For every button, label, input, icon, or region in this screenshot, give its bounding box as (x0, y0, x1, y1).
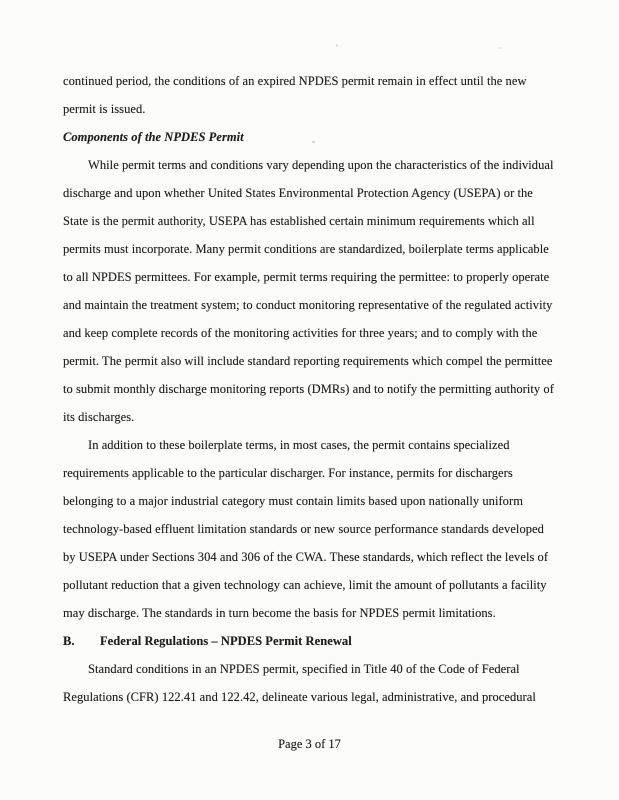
text-line: and maintain the treatment system; to conduct monitoring representative of the regulated activity (63, 298, 553, 312)
text-line: permit. The permit also will include standard reporting requirements which compel the permittee (63, 354, 553, 368)
heading-text: Federal Regulations – NPDES Permit Renewal (100, 634, 352, 648)
paragraph (63, 655, 557, 711)
text-line: Standard conditions in an NPDES permit, specified in Title 40 of the Code of Federal (88, 662, 520, 676)
text-line: requirements applicable to the particular discharger. For instance, permits for dischargers (63, 466, 513, 480)
text-line: and keep complete records of the monitoring activities for three years; and to comply with the (63, 326, 538, 340)
scan-speck (336, 44, 338, 47)
text-line: discharge and upon whether United States Environmental Protection Agency (USEPA) or the (63, 186, 533, 200)
text-line: State is the permit authority, USEPA has established certain minimum requirements which all (63, 214, 535, 228)
text-line: by USEPA under Sections 304 and 306 of the CWA. These standards, which reflect the levels of (63, 550, 549, 564)
text-line (63, 627, 557, 655)
document-content (63, 67, 557, 711)
paragraph (63, 151, 557, 431)
text-line: permits must incorporate. Many permit conditions are standardized, boilerplate terms applicable (63, 242, 549, 256)
text-line: Regulations (CFR) 122.41 and 122.42, delineate various legal, administrative, and procedural (63, 690, 536, 704)
scan-speck (312, 141, 315, 143)
text-line: to all NPDES permittees. For example, permit terms requiring the permittee: to properly operate (63, 270, 550, 284)
text-line: technology-based effluent limitation standards or new source performance standards developed (63, 522, 544, 536)
text-line: its discharges. (63, 410, 135, 424)
paragraph (63, 67, 557, 123)
text-line: continued period, the conditions of an expired NPDES permit remain in effect until the new (63, 74, 527, 88)
section-heading (63, 627, 557, 655)
heading-label: B. (63, 634, 75, 648)
text-line: While permit terms and conditions vary depending upon the characteristics of the individual (88, 158, 554, 172)
text-line: In addition to these boilerplate terms, in most cases, the permit contains specialized (88, 438, 510, 452)
text-line: permit is issued. (63, 102, 146, 116)
scan-speck (498, 47, 502, 49)
text-line: may discharge. The standards in turn become the basis for NPDES permit limitations. (63, 606, 496, 620)
text-line: belonging to a major industrial category must contain limits based upon nationally uniform (63, 494, 523, 508)
page-footer: Page 3 of 17 (278, 737, 341, 751)
text-line: to submit monthly discharge monitoring reports (DMRs) and to notify the permitting authority of (63, 382, 554, 396)
paragraph (63, 431, 557, 627)
text-line: Components of the NPDES Permit (63, 130, 244, 144)
section-heading (63, 123, 557, 151)
text-line: pollutant reduction that a given technology can achieve, limit the amount of pollutants a facility (63, 578, 547, 592)
